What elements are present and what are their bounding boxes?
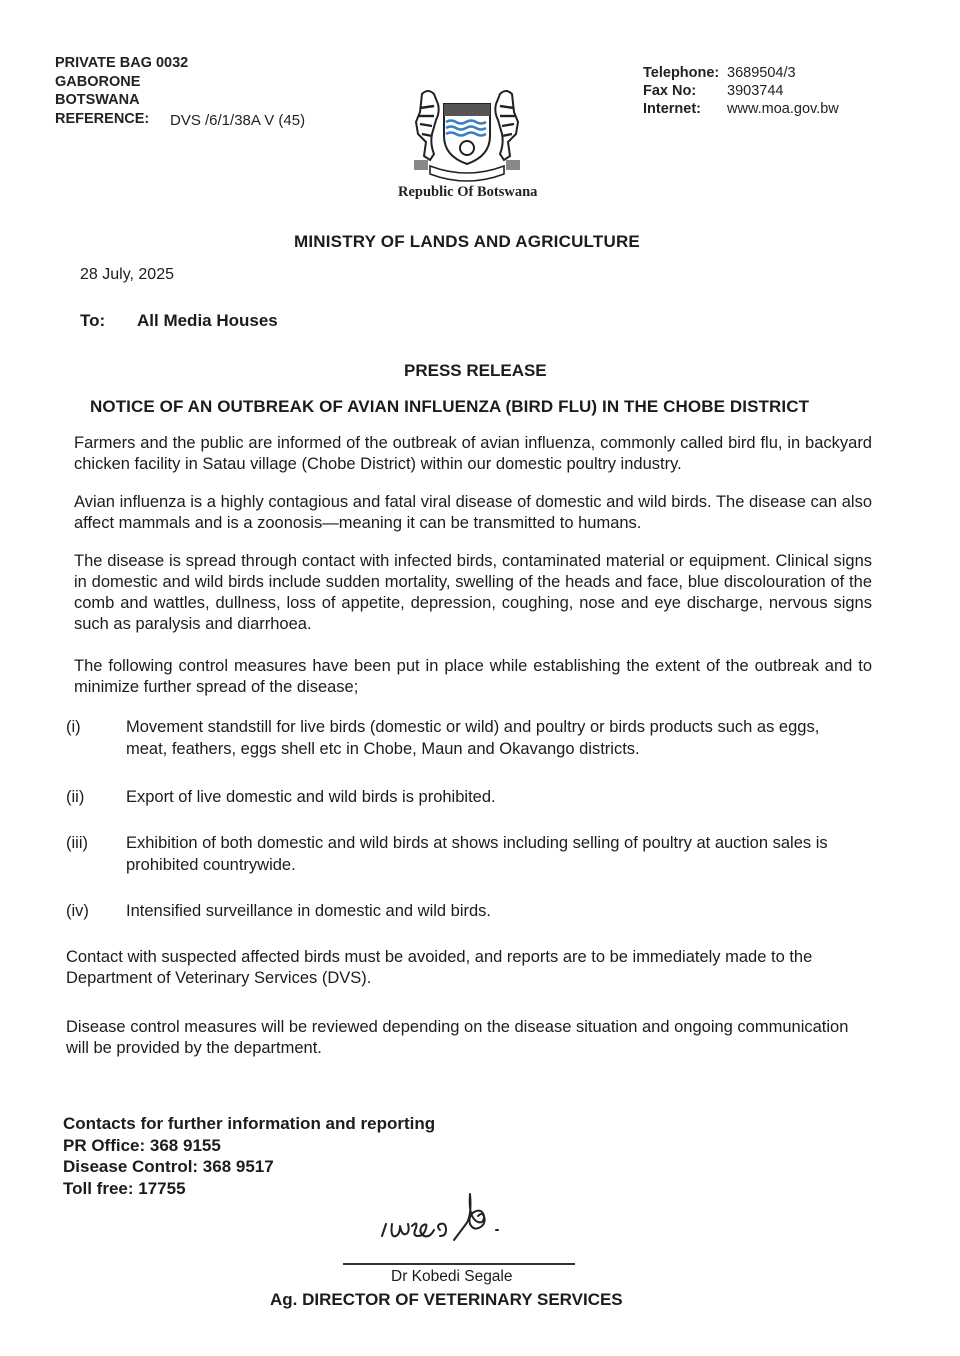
- reference-value: DVS /6/1/38A V (45): [170, 111, 306, 129]
- signature-icon: [378, 1186, 528, 1266]
- body-paragraph: The following control measures have been put in place while establishing the extent of the outbreak and to minimize further spread of the disease;: [74, 657, 872, 696]
- measure-number: (iv): [66, 902, 89, 920]
- coat-of-arms-icon: [400, 84, 534, 184]
- contacts-heading: Contacts for further information and reporting: [63, 1114, 436, 1133]
- measure-item: [66, 716, 846, 760]
- press-release-heading: PRESS RELEASE: [404, 361, 547, 380]
- measure-text: Export of live domestic and wild birds is prohibited.: [126, 788, 496, 806]
- signature-line: [343, 1263, 575, 1265]
- contact-line: PR Office: 368 9155: [63, 1135, 221, 1155]
- letter-date: 28 July, 2025: [80, 266, 174, 283]
- telephone-row: [643, 64, 839, 82]
- recipient-value: All Media Houses: [137, 311, 278, 330]
- recipient-row: [80, 311, 278, 331]
- internet-value: www.moa.gov.bw: [727, 101, 839, 117]
- country-name: Republic Of Botswana: [398, 184, 538, 200]
- reference-label: REFERENCE:: [55, 110, 150, 127]
- measure-text: Exhibition of both domestic and wild birds at shows including selling of poultry at auction sales is prohibited countrywide.: [126, 834, 828, 874]
- telephone-label: Telephone:: [643, 65, 720, 81]
- telephone-value: 3689504/3: [727, 65, 796, 81]
- closing-paragraph: Disease control measures will be reviewed depending on the disease situation and ongoing communication will be provided by the department.: [66, 1018, 849, 1057]
- address-line: PRIVATE BAG 0032: [55, 55, 189, 71]
- measure-number: (ii): [66, 788, 85, 806]
- signer-name: Dr Kobedi Segale: [391, 1268, 513, 1285]
- notice-title: NOTICE OF AN OUTBREAK OF AVIAN INFLUENZA (BIRD FLU) IN THE CHOBE DISTRICT: [90, 397, 810, 416]
- fax-row: [643, 82, 839, 100]
- measure-number: (i): [66, 718, 81, 736]
- address-line: GABORONE: [55, 73, 141, 90]
- measure-item: [66, 832, 846, 876]
- measure-text: Intensified surveillance in domestic and wild birds.: [126, 902, 492, 920]
- measure-item: [66, 786, 846, 808]
- internet-row: [643, 100, 839, 118]
- fax-value: 3903744: [727, 83, 784, 99]
- reference-row: [55, 110, 305, 131]
- measure-text: Movement standstill for live birds (domestic or wild) and poultry or birds products such as eggs, meat, feathers, eggs shell etc in Chobe, Maun and Okavango districts.: [126, 718, 820, 758]
- address-line: BOTSWANA: [55, 92, 140, 108]
- contact-block: [643, 64, 839, 118]
- fax-label: Fax No:: [643, 83, 697, 99]
- internet-label: Internet:: [643, 101, 701, 117]
- contact-line: Disease Control: 368 9517: [63, 1157, 274, 1176]
- body-paragraph: The disease is spread through contact with infected birds, contaminated material or equipment. Clinical signs in domestic and wild birds include sudden mortality, swelling of the heads and face, blue discolouration of the comb and wattles, dullness, loss of appetite, depression, coughing, nose and eye discharge, nervous signs such as paralysis and diarrhoea.: [74, 552, 872, 633]
- ministry-name: MINISTRY OF LANDS AND AGRICULTURE: [294, 232, 640, 251]
- closing-paragraph: Contact with suspected affected birds must be avoided, and reports are to be immediately made to the Department of Veterinary Services (DVS).: [66, 948, 813, 987]
- sender-address: [55, 54, 305, 130]
- signer-title: Ag. DIRECTOR OF VETERINARY SERVICES: [270, 1290, 623, 1309]
- recipient-label: To:: [80, 311, 106, 330]
- body-paragraph: Farmers and the public are informed of the outbreak of avian influenza, commonly called bird flu, in backyard chicken facility in Satau village (Chobe District) within our domestic poultry industry.: [74, 434, 872, 473]
- body-paragraph: Avian influenza is a highly contagious and fatal viral disease of domestic and wild birds. The disease can also affect mammals and is a zoonosis—meaning it can be transmitted to humans.: [74, 493, 872, 532]
- measure-number: (iii): [66, 834, 88, 852]
- contact-line: Toll free: 17755: [63, 1178, 186, 1198]
- measure-item: [66, 900, 846, 922]
